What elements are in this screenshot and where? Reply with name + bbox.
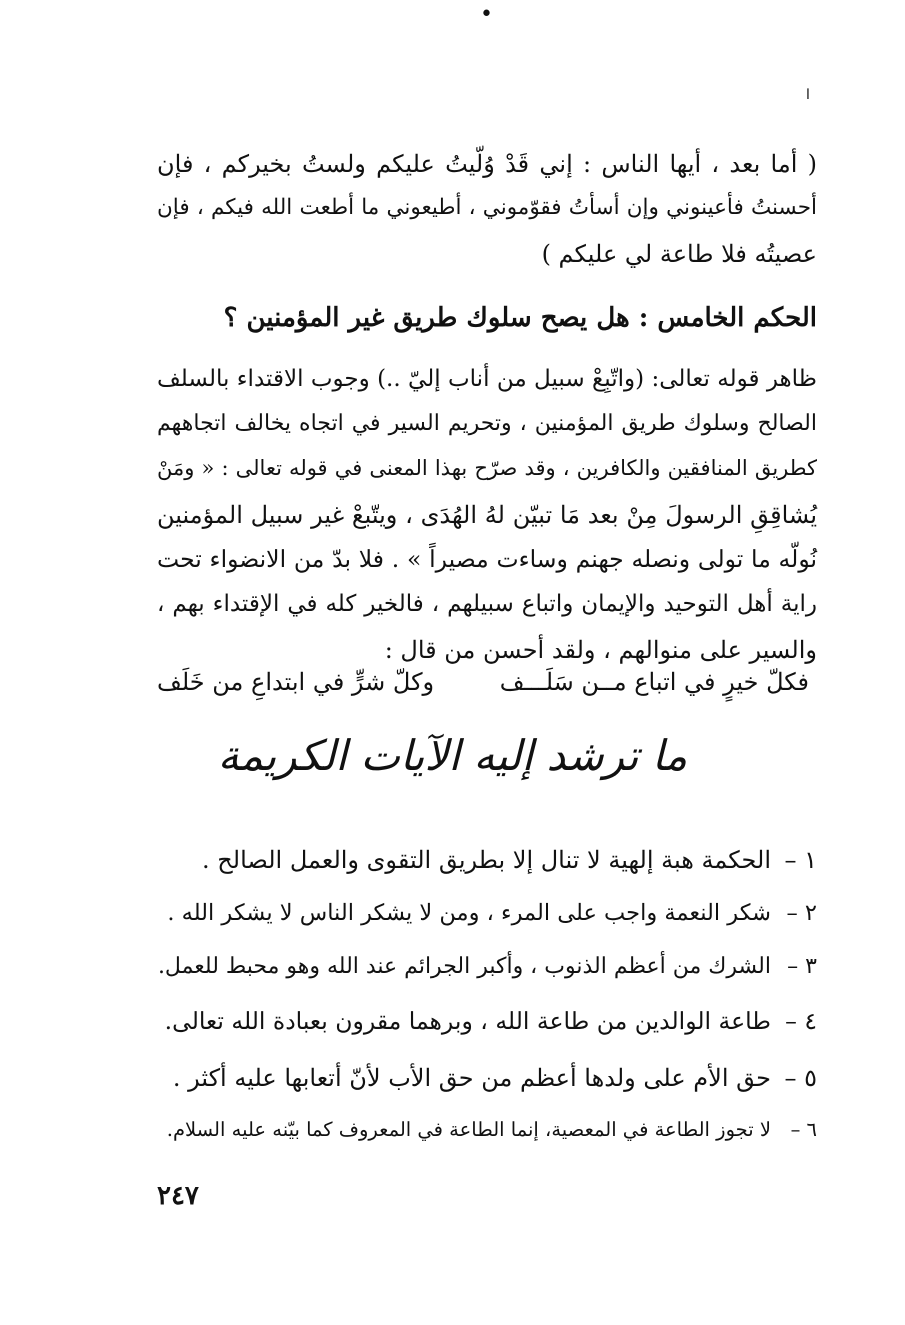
list-item	[157, 956, 817, 978]
list-item-text: شكر النعمة واجب على المرء ، ومن لا يشكر الناس لا يشكر الله .	[167, 900, 771, 926]
list-item-text: حق الأم على ولدها أعظم من حق الأب لأنّ أتعابها عليه أكثر .	[172, 1064, 771, 1092]
list-item-text: طاعة الوالدين من طاعة الله ، وبرهما مقرون بعبادة الله تعالى.	[164, 1007, 771, 1035]
list-item	[157, 902, 817, 925]
margin-tick-mark: ا	[806, 87, 810, 103]
top-dot-mark: •	[480, 2, 493, 27]
page-number: ٢٤٧	[157, 1181, 199, 1211]
body-line: والسير على منوالهم ، ولقد أحسن من قال :	[384, 636, 817, 664]
body-line: يُشاقِقِ الرسولَ مِنْ بعد مَا تبيّن لهُ الهُدَى ، ويتّبعْ غير سبيل المؤمنين	[157, 501, 817, 529]
list-item	[157, 848, 817, 872]
verse-second-hemistich: وكلّ شرٍّ في ابتداعِ من خَلَف	[157, 668, 435, 696]
calligraphy-section-title: ما ترشد إليه الآيات الكريمة	[217, 731, 688, 780]
list-item-number: ٥ –	[784, 1064, 817, 1092]
list-item-number: ٣ –	[787, 954, 817, 979]
list-item-number: ١ –	[784, 846, 817, 874]
list-item-text: الحكمة هبة إلهية لا تنال إلا بطريق التقوى والعمل الصالح .	[202, 846, 771, 874]
list-item-text: الشرك من أعظم الذنوب ، وأكبر الجرائم عند الله وهو محبط للعمل.	[157, 954, 771, 979]
body-line: الصالح وسلوك طريق المؤمنين ، وتحريم السير في اتجاه يخالف اتجاههم	[157, 411, 817, 436]
quote-line: ( أما بعد ، أيها الناس : إني قَدْ وُلّيتُ عليكم ولستُ بخيركم ، فإن	[157, 150, 818, 178]
body-line: نُولّه ما تولى ونصله جهنم وساءت مصيراً » . فلا بدّ من الانضواء تحت	[157, 545, 817, 573]
verse-first-hemistich: فكلّ خيرٍ في اتباع مــن سَلَـــف	[499, 668, 809, 696]
list-item-number: ٢ –	[786, 900, 817, 926]
list-item-number: ٦ –	[790, 1118, 817, 1141]
quote-line: أحسنتُ فأعينوني وإن أسأتُ فقوّموني ، أطيعوني ما أطعت الله فيكم ، فإن	[157, 195, 817, 220]
list-item	[157, 1007, 817, 1035]
poetry-verse	[157, 670, 817, 710]
quote-line: عصيتُه فلا طاعة لي عليكم )	[541, 240, 817, 268]
list-item-number: ٤ –	[785, 1007, 817, 1035]
body-line: ظاهر قوله تعالى: (واتّبِعْ سبيل من أناب إليّ ..) وجوب الاقتداء بالسلف	[157, 366, 817, 392]
body-line: راية أهل التوحيد والإيمان واتباع سبيلهم ، فالخير كله في الإقتداء بهم ،	[157, 591, 817, 617]
list-item-text: لا تجوز الطاعة في المعصية، إنما الطاعة في المعروف كما بيّنه عليه السلام.	[166, 1118, 771, 1141]
body-line: كطريق المنافقين والكافرين ، وقد صرّح بهذا المعنى في قوله تعالى : « ومَنْ	[157, 456, 817, 480]
section-heading: الحكم الخامس : هل يصح سلوك طريق غير المؤمنين ؟	[223, 303, 817, 333]
list-item	[157, 1120, 817, 1140]
list-item	[157, 1066, 817, 1090]
